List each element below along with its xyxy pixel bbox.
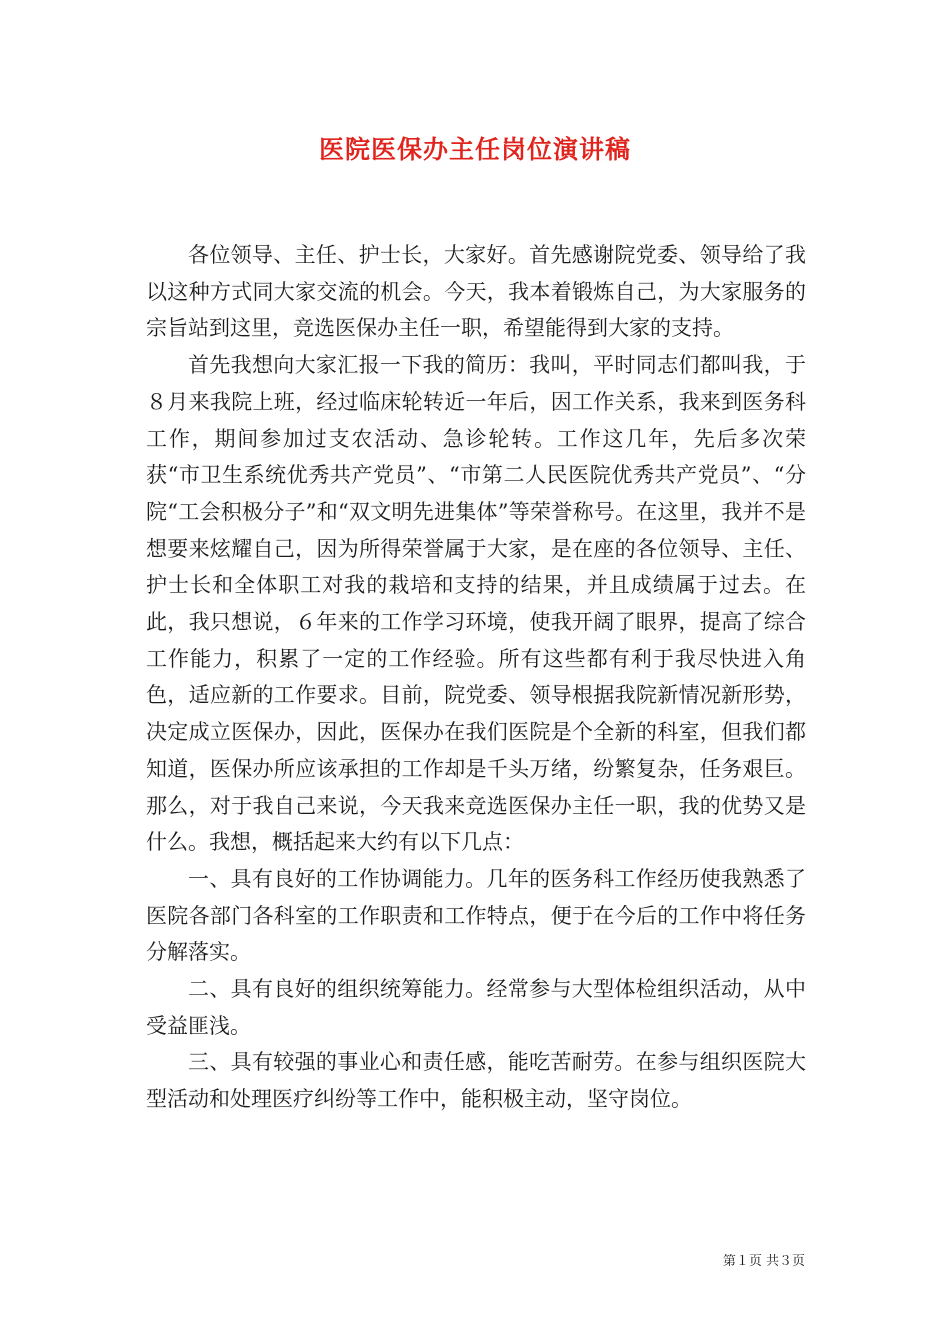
paragraph-resume: 首先我想向大家汇报一下我的简历：我叫，平时同志们都叫我，于８月来我院上班，经过临床轮转近一年后，因工作关系，我来到医务科工作，期间参加过支农活动、急诊轮转。工作这几年，先后多次荣获“市卫生系统优秀共产党员”、“市第二人民医院优秀共产党员”、“分院“工会积极分子”和“双文明先进集体”等荣誉称号。在这里，我并不是想要来炫耀自己，因为所得荣誉属于大家，是在座的各位领导、主任、护士长和全体职工对我的栽培和支持的结果，并且成绩属于过去。在此，我只想说，６年来的工作学习环境，使我开阔了眼界，提高了综合工作能力，积累了一定的工作经验。所有这些都有利于我尽快进入角色，适应新的工作要求。目前，院党委、领导根据我院新情况新形势，决定成立医保办，因此，医保办在我们医院是个全新的科室，但我们都知道，医保办所应该承担的工作却是千头万绪，纷繁复杂，任务艰巨。那么，对于我自己来说，今天我来竞选医保办主任一职，我的优势又是什么。我想，概括起来大约有以下几点： bbox=[146, 353, 806, 855]
page-number: 第１页 共３页 bbox=[722, 1254, 805, 1269]
page-title: 医院医保办主任岗位演讲稿 bbox=[318, 135, 631, 164]
paragraph-point-one: 一、具有良好的工作协调能力。几年的医务科工作经历使我熟悉了医院各部门各科室的工作职责和工作特点，便于在今后的工作中将任务分解落实。 bbox=[146, 866, 806, 965]
paragraph-point-three: 三、具有较强的事业心和责任感，能吃苦耐劳。在参与组织医院大型活动和处理医疗纠纷等工作中，能积极主动，坚守岗位。 bbox=[146, 1050, 806, 1112]
document-body bbox=[146, 237, 806, 1118]
paragraph-greeting: 各位领导、主任、护士长，大家好。首先感谢院党委、领导给了我以这种方式同大家交流的机会。今天，我本着锻炼自己，为大家服务的宗旨站到这里，竞选医保办主任一职，希望能得到大家的支持。 bbox=[146, 243, 806, 341]
paragraph-point-two: 二、具有良好的组织统筹能力。经常参与大型体检组织活动，从中受益匪浅。 bbox=[146, 977, 806, 1038]
